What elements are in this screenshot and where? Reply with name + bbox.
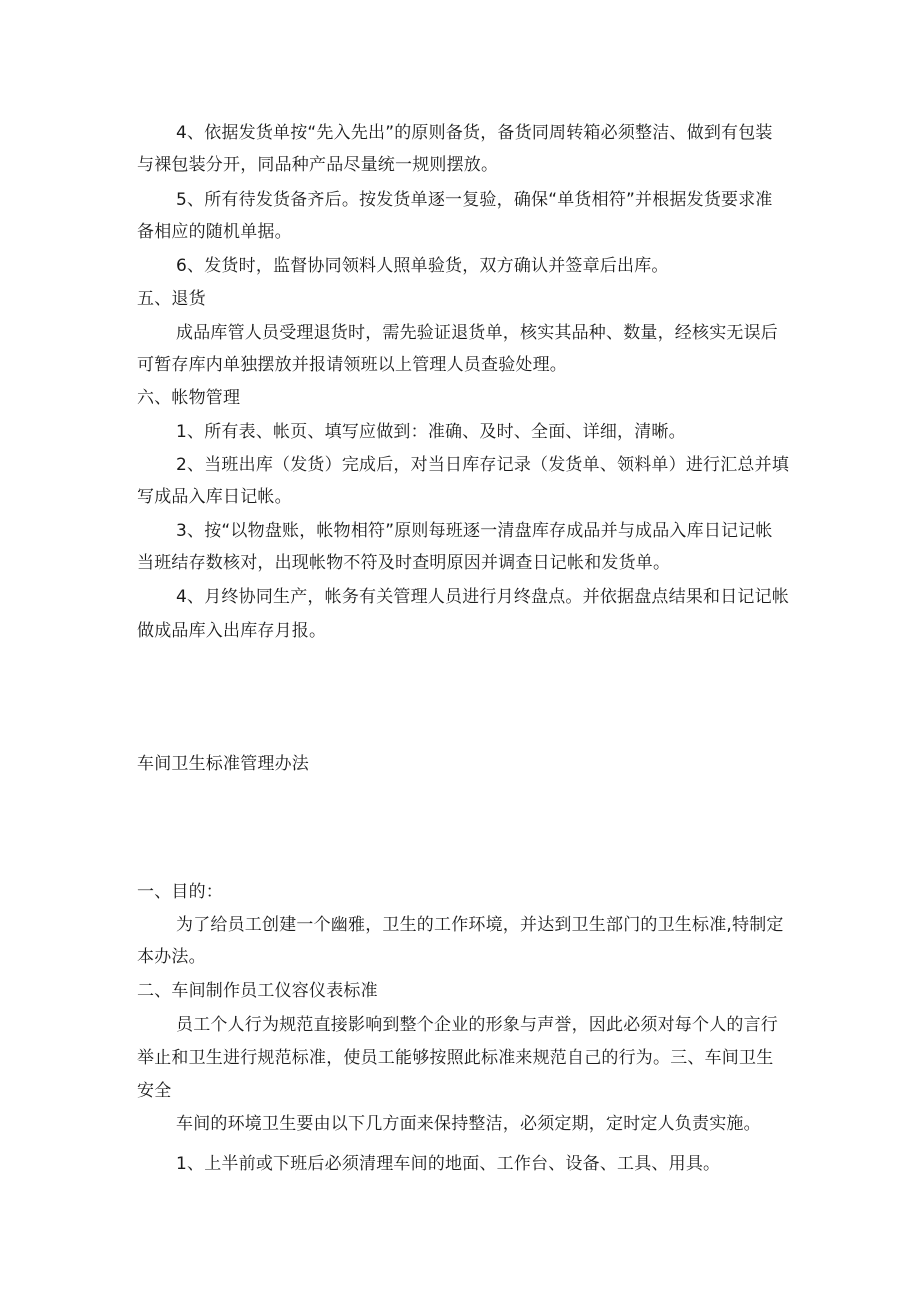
paragraph-line: 当班结存数核对，出现帐物不符及时查明原因并调查日记帐和发货单。 <box>137 553 671 573</box>
section-heading: 一、目的： <box>137 882 223 902</box>
paragraph-line: 为了给员工创建一个幽雅，卫生的工作环境，并达到卫生部门的卫生标准,特制定 <box>176 915 784 935</box>
paragraph-line: 成品库管人员受理退货时，需先验证退货单，核实其品种、数量，经核实无误后 <box>176 323 778 343</box>
section-heading: 五、退货 <box>137 289 206 309</box>
paragraph-line: 4、月终协同生产，帐务有关管理人员进行月终盘点。并依据盘点结果和日记记帐 <box>176 587 790 607</box>
document-title: 车间卫生标准管理办法 <box>137 754 309 774</box>
paragraph-line: 安全 <box>137 1081 172 1101</box>
paragraph-line: 2、当班出库（发货）完成后，对当日库存记录（发货单、领料单）进行汇总并填 <box>176 455 790 475</box>
paragraph-line: 3、按“以物盘账，帐物相符”原则每班逐一清盘库存成品并与成品入库日记记帐 <box>176 521 773 541</box>
paragraph-line: 备相应的随机单据。 <box>137 222 292 242</box>
paragraph-line: 与裸包装分开，同品种产品尽量统一规则摆放。 <box>137 155 499 175</box>
paragraph-line: 6、发货时，监督协同领料人照单验货，双方确认并签章后出库。 <box>176 256 669 276</box>
section-heading: 六、帐物管理 <box>137 388 241 408</box>
paragraph-line: 5、所有待发货备齐后。按发货单逐一复验，确保“单货相符”并根据发货要求准 <box>176 190 773 210</box>
paragraph-line: 举止和卫生进行规范标准，使员工能够按照此标准来规范自己的行为。三、车间卫生 <box>137 1048 774 1068</box>
paragraph-line: 本办法。 <box>137 947 206 967</box>
section-heading: 二、车间制作员工仪容仪表标准 <box>137 981 378 1001</box>
paragraph-line: 员工个人行为规范直接影响到整个企业的形象与声誉，因此必须对每个人的言行 <box>176 1015 778 1035</box>
paragraph-line: 做成品库入出库存月报。 <box>137 621 327 641</box>
paragraph-line: 1、上半前或下班后必须清理车间的地面、工作台、设备、工具、用具。 <box>176 1154 721 1174</box>
paragraph-line: 1、所有表、帐页、填写应做到：准确、及时、全面、详细，清晰。 <box>176 422 686 442</box>
paragraph-line: 写成品入库日记帐。 <box>137 487 292 507</box>
paragraph-line: 车间的环境卫生要由以下几方面来保持整洁，必须定期，定时定人负责实施。 <box>176 1114 761 1134</box>
paragraph-line: 可暂存库内单独摆放并报请领班以上管理人员查验处理。 <box>137 355 567 375</box>
paragraph-line: 4、依据发货单按“先入先出”的原则备货，备货同周转箱必须整洁、做到有包装 <box>176 123 773 143</box>
